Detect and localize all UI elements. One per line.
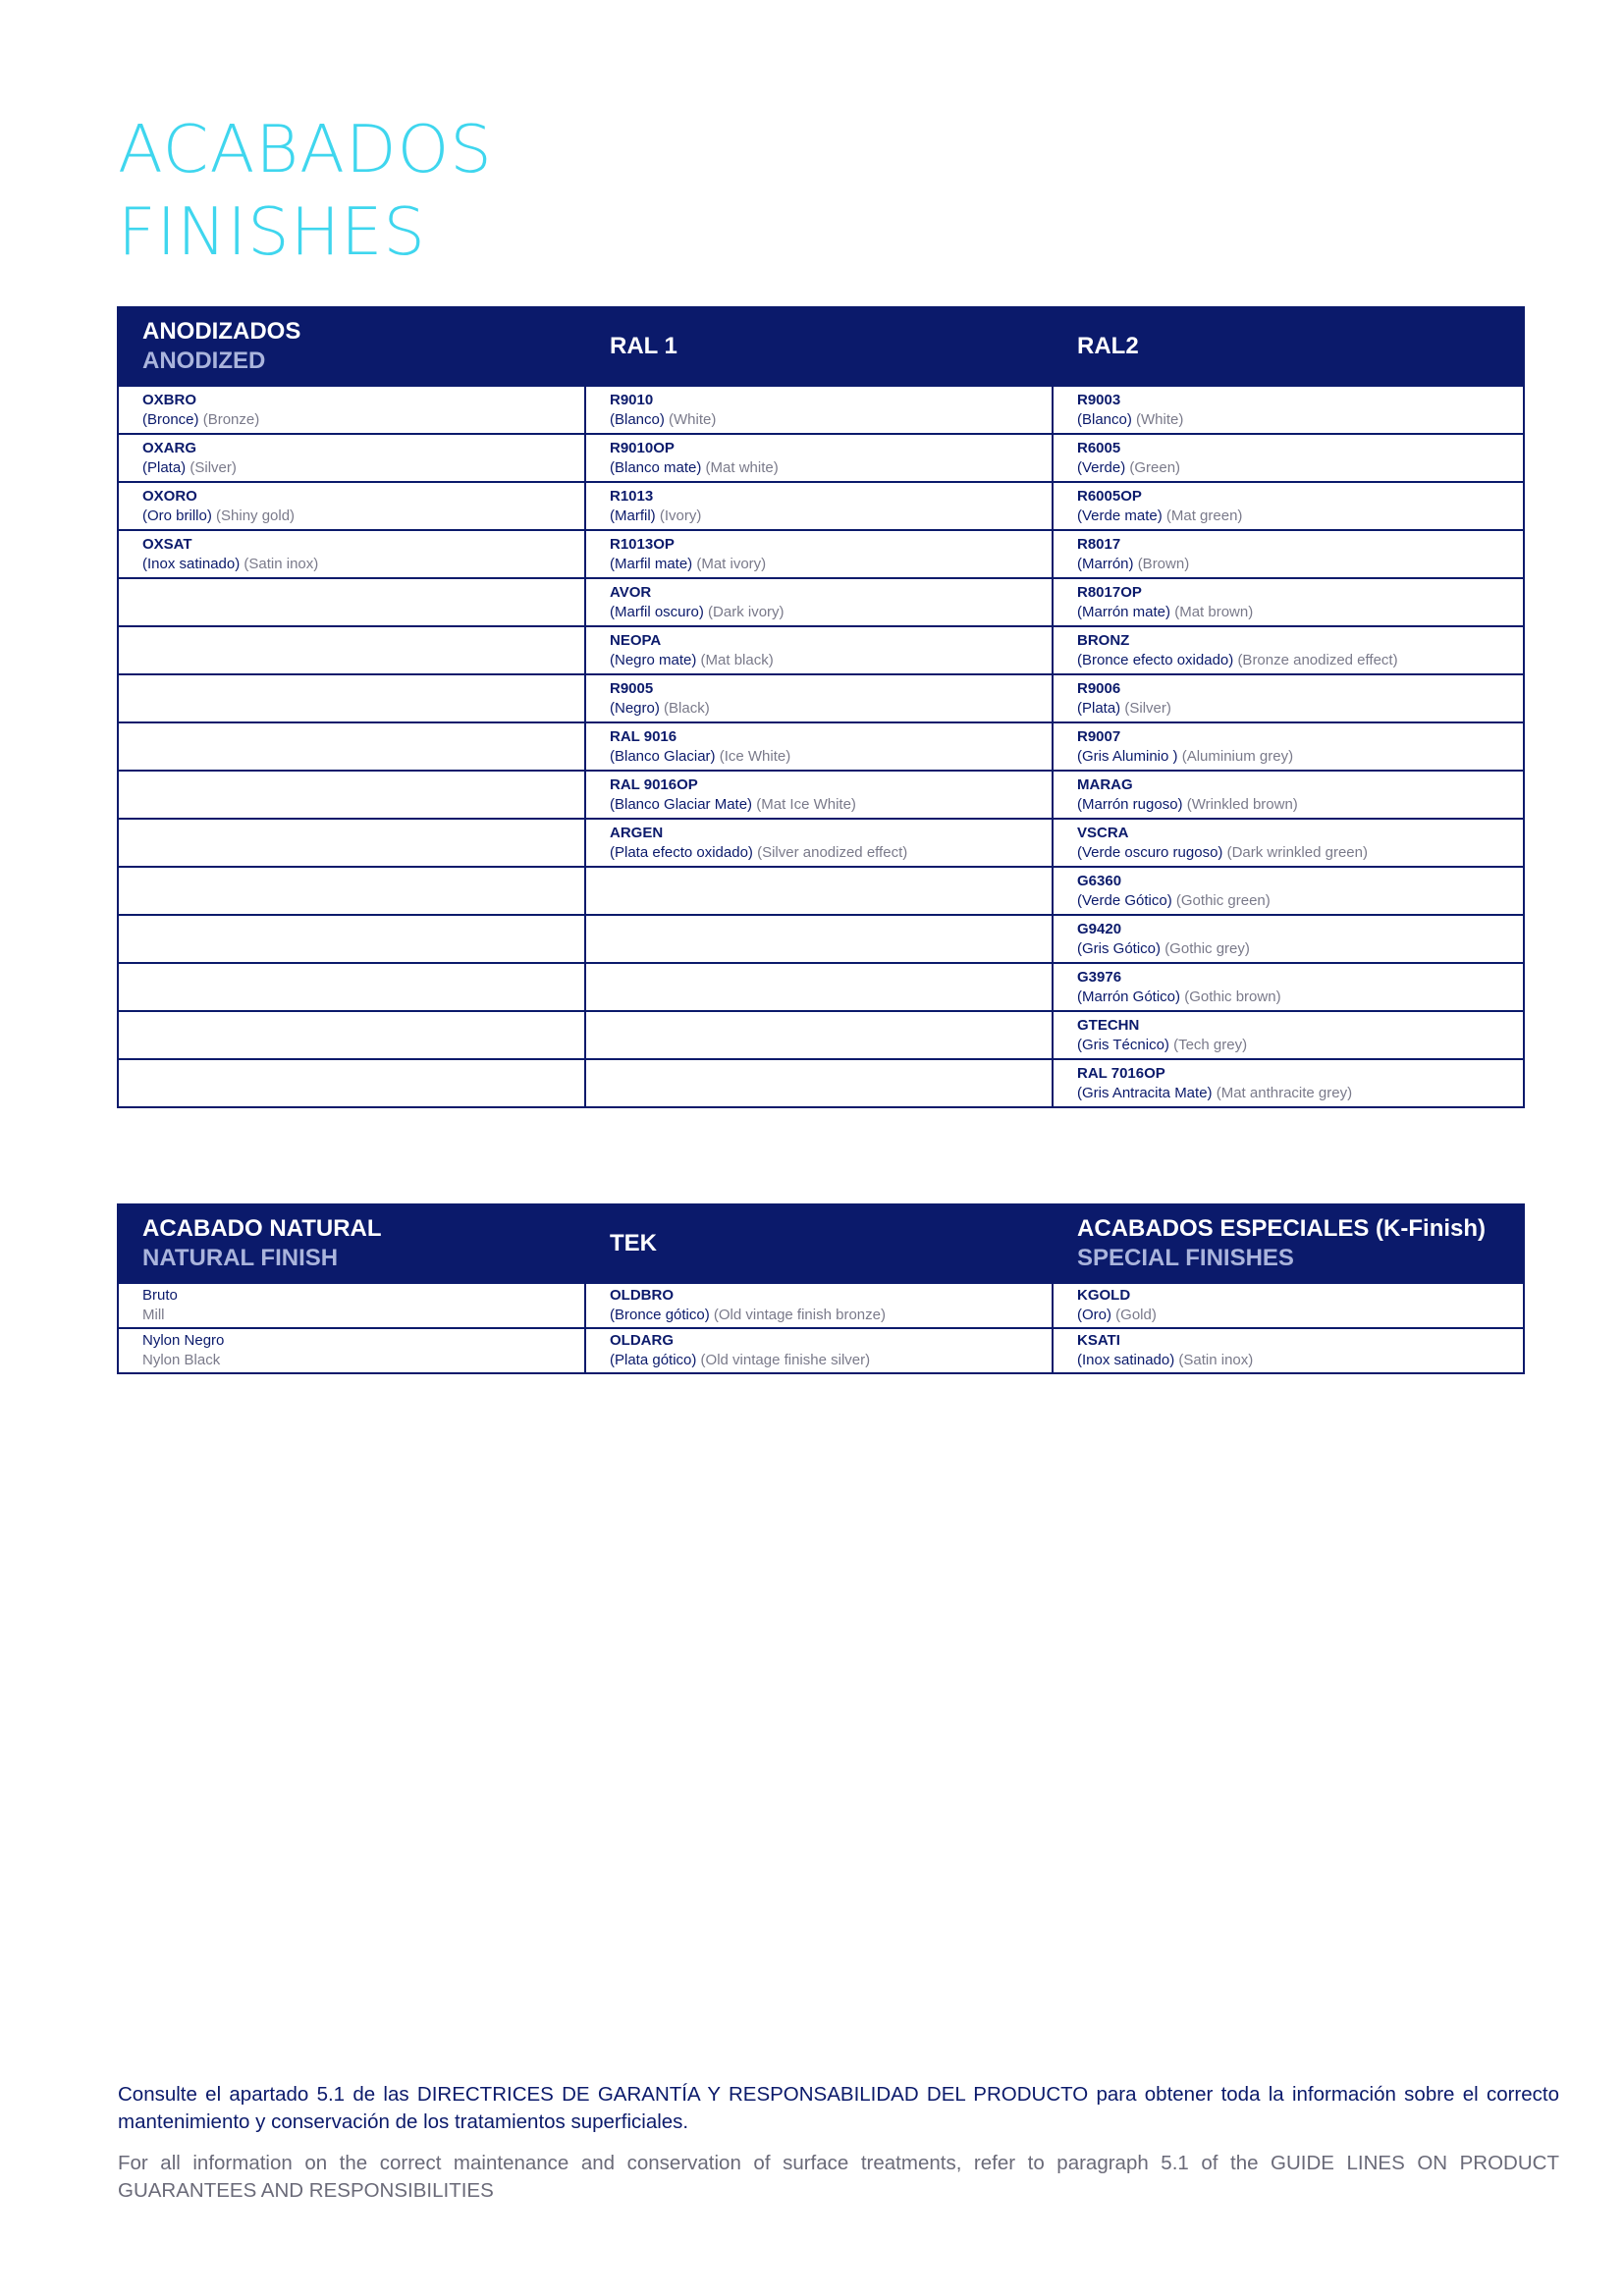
empty-cell bbox=[118, 819, 585, 867]
finishes-table-colors bbox=[117, 306, 1525, 1108]
finish-code: R1013OP bbox=[610, 536, 675, 553]
finish-description: (Bronce efecto oxidado) (Bronze anodized effect) bbox=[1077, 652, 1398, 668]
table-row bbox=[118, 482, 1524, 530]
finish-description: (Oro brillo) (Shiny gold) bbox=[142, 507, 296, 524]
finish-description: (Blanco) (White) bbox=[610, 411, 717, 428]
finish-cell bbox=[1053, 578, 1524, 626]
finish-description: (Marrón Gótico) (Gothic brown) bbox=[1077, 988, 1281, 1005]
finish-description: (Negro mate) (Mat black) bbox=[610, 652, 774, 668]
empty-cell bbox=[118, 722, 585, 771]
table-row bbox=[118, 722, 1524, 771]
header-tek: TEK bbox=[585, 1204, 1053, 1283]
finish-description: (Blanco Glaciar) (Ice White) bbox=[610, 748, 791, 765]
page-title bbox=[118, 108, 493, 273]
finish-code: NEOPA bbox=[610, 632, 662, 649]
finish-description: (Inox satinado) (Satin inox) bbox=[142, 556, 319, 572]
finish-cell bbox=[585, 482, 1053, 530]
finish-description: (Marfil oscuro) (Dark ivory) bbox=[610, 604, 785, 620]
finish-description: (Marrón rugoso) (Wrinkled brown) bbox=[1077, 796, 1298, 813]
finish-cell bbox=[118, 386, 585, 434]
table-header-row bbox=[118, 1204, 1524, 1283]
finish-code: MARAG bbox=[1077, 776, 1133, 793]
finish-description: (Gris Aluminio ) (Aluminium grey) bbox=[1077, 748, 1294, 765]
table-row bbox=[118, 963, 1524, 1011]
finish-cell bbox=[118, 530, 585, 578]
finish-cell bbox=[585, 386, 1053, 434]
title-spanish: ACABADOS bbox=[118, 111, 493, 187]
finish-code: R8017OP bbox=[1077, 584, 1142, 601]
title-english: FINISHES bbox=[118, 193, 426, 270]
natural-finish-cell: Nylon Negro Nylon Black bbox=[118, 1328, 585, 1373]
finish-code: R1013 bbox=[610, 488, 654, 505]
finish-code: R8017 bbox=[1077, 536, 1121, 553]
empty-cell bbox=[118, 626, 585, 674]
finish-code: GTECHN bbox=[1077, 1017, 1140, 1034]
finish-code: R9006 bbox=[1077, 680, 1121, 697]
header-anodized: ANODIZADOS ANODIZED bbox=[118, 307, 585, 386]
finish-description: (Marfil mate) (Mat ivory) bbox=[610, 556, 767, 572]
empty-cell bbox=[118, 1059, 585, 1107]
note-english: For all information on the correct maintenance and conservation of surface treatments, refer to paragraph 5.1 of the GUIDE LINES ON PRODUCT GUARANTEES AND RESPONSIBILITIES bbox=[118, 2152, 1559, 2202]
empty-cell bbox=[118, 1011, 585, 1059]
finish-cell bbox=[1053, 771, 1524, 819]
table-row bbox=[118, 626, 1524, 674]
table-row bbox=[118, 674, 1524, 722]
finish-code: G6360 bbox=[1077, 873, 1122, 889]
empty-cell bbox=[118, 771, 585, 819]
finish-description: (Gris Técnico) (Tech grey) bbox=[1077, 1037, 1248, 1053]
finish-description: (Verde Gótico) (Gothic green) bbox=[1077, 892, 1271, 909]
table-row bbox=[118, 819, 1524, 867]
header-ral2: RAL2 bbox=[1053, 307, 1524, 386]
finish-description: (Marrón mate) (Mat brown) bbox=[1077, 604, 1254, 620]
empty-cell bbox=[118, 915, 585, 963]
finish-code: RAL 9016 bbox=[610, 728, 677, 745]
finish-description: (Plata efecto oxidado) (Silver anodized effect) bbox=[610, 844, 908, 861]
empty-cell bbox=[585, 963, 1053, 1011]
finish-cell bbox=[585, 626, 1053, 674]
finish-cell bbox=[1053, 867, 1524, 915]
finish-code: RAL 7016OP bbox=[1077, 1065, 1165, 1082]
finish-cell: OLDBRO (Bronce gótico) (Old vintage finish bronze) bbox=[585, 1283, 1053, 1328]
table-row bbox=[118, 386, 1524, 434]
table-row bbox=[118, 578, 1524, 626]
finish-cell bbox=[585, 530, 1053, 578]
finish-cell bbox=[118, 482, 585, 530]
finish-cell bbox=[1053, 386, 1524, 434]
finish-description: (Blanco Glaciar Mate) (Mat Ice White) bbox=[610, 796, 856, 813]
finish-cell bbox=[1053, 819, 1524, 867]
table-row bbox=[118, 530, 1524, 578]
finish-code: OXARG bbox=[142, 440, 197, 456]
finish-cell bbox=[585, 674, 1053, 722]
finish-code: RAL 9016OP bbox=[610, 776, 698, 793]
finish-cell bbox=[585, 722, 1053, 771]
finish-cell bbox=[1053, 963, 1524, 1011]
finish-code: AVOR bbox=[610, 584, 652, 601]
empty-cell bbox=[585, 1011, 1053, 1059]
table-row bbox=[118, 915, 1524, 963]
finish-description: (Bronce) (Bronze) bbox=[142, 411, 260, 428]
finish-code: R9007 bbox=[1077, 728, 1121, 745]
finish-description: (Verde mate) (Mat green) bbox=[1077, 507, 1243, 524]
header-ral1: RAL 1 bbox=[585, 307, 1053, 386]
table-row bbox=[118, 1283, 1524, 1328]
natural-finish-cell: Bruto Mill bbox=[118, 1283, 585, 1328]
finishes-table-special bbox=[117, 1203, 1525, 1374]
finish-code: R9010OP bbox=[610, 440, 675, 456]
finish-code: R6005OP bbox=[1077, 488, 1142, 505]
finish-cell bbox=[118, 434, 585, 482]
note-spanish: Consulte el apartado 5.1 de las DIRECTRICES DE GARANTÍA Y RESPONSABILIDAD DEL PRODUCTO para obtener toda la información sobre el correcto mantenimiento y conservación de los tratamientos superficiales. bbox=[118, 2083, 1559, 2133]
empty-cell bbox=[118, 578, 585, 626]
finish-code: G3976 bbox=[1077, 969, 1122, 986]
finish-description: (Plata) (Silver) bbox=[142, 459, 237, 476]
footnotes bbox=[118, 2081, 1559, 2205]
finish-cell bbox=[1053, 1059, 1524, 1107]
table-row bbox=[118, 1011, 1524, 1059]
header-special-finishes: ACABADOS ESPECIALES (K-Finish) SPECIAL FINISHES bbox=[1053, 1204, 1524, 1283]
finish-code: R9003 bbox=[1077, 392, 1121, 408]
finish-cell bbox=[1053, 674, 1524, 722]
header-natural-finish: ACABADO NATURAL NATURAL FINISH bbox=[118, 1204, 585, 1283]
empty-cell bbox=[118, 867, 585, 915]
table-row bbox=[118, 771, 1524, 819]
finish-description: (Blanco) (White) bbox=[1077, 411, 1184, 428]
finish-description: (Gris Antracita Mate) (Mat anthracite grey) bbox=[1077, 1085, 1353, 1101]
empty-cell bbox=[585, 867, 1053, 915]
finish-cell bbox=[585, 434, 1053, 482]
finish-cell bbox=[1053, 626, 1524, 674]
finish-cell bbox=[1053, 722, 1524, 771]
empty-cell bbox=[585, 1059, 1053, 1107]
empty-cell bbox=[118, 674, 585, 722]
finish-description: (Marfil) (Ivory) bbox=[610, 507, 702, 524]
finish-code: R6005 bbox=[1077, 440, 1121, 456]
finish-cell bbox=[1053, 482, 1524, 530]
finish-cell bbox=[1053, 1011, 1524, 1059]
finish-code: OXORO bbox=[142, 488, 197, 505]
finish-cell bbox=[1053, 915, 1524, 963]
finish-code: R9005 bbox=[610, 680, 654, 697]
finish-description: (Negro) (Black) bbox=[610, 700, 710, 717]
finish-cell bbox=[585, 771, 1053, 819]
empty-cell bbox=[118, 963, 585, 1011]
finish-description: (Marrón) (Brown) bbox=[1077, 556, 1190, 572]
table-row bbox=[118, 434, 1524, 482]
table-header-row bbox=[118, 307, 1524, 386]
finish-description: (Gris Gótico) (Gothic grey) bbox=[1077, 940, 1250, 957]
finish-cell: KSATI (Inox satinado) (Satin inox) bbox=[1053, 1328, 1524, 1373]
finish-description: (Verde oscuro rugoso) (Dark wrinkled green) bbox=[1077, 844, 1368, 861]
table-row bbox=[118, 1059, 1524, 1107]
finish-code: BRONZ bbox=[1077, 632, 1130, 649]
finish-code: R9010 bbox=[610, 392, 654, 408]
finish-cell bbox=[585, 578, 1053, 626]
finish-code: G9420 bbox=[1077, 921, 1122, 937]
table-row bbox=[118, 1328, 1524, 1373]
finish-cell bbox=[585, 819, 1053, 867]
finish-cell bbox=[1053, 434, 1524, 482]
finish-code: ARGEN bbox=[610, 825, 664, 841]
finish-code: VSCRA bbox=[1077, 825, 1129, 841]
finish-description: (Verde) (Green) bbox=[1077, 459, 1181, 476]
finish-description: (Plata) (Silver) bbox=[1077, 700, 1171, 717]
finish-code: OXBRO bbox=[142, 392, 197, 408]
finish-code: OXSAT bbox=[142, 536, 192, 553]
finish-cell: KGOLD (Oro) (Gold) bbox=[1053, 1283, 1524, 1328]
finish-cell bbox=[1053, 530, 1524, 578]
finish-cell: OLDARG (Plata gótico) (Old vintage finishe silver) bbox=[585, 1328, 1053, 1373]
empty-cell bbox=[585, 915, 1053, 963]
finish-description: (Blanco mate) (Mat white) bbox=[610, 459, 779, 476]
table-row bbox=[118, 867, 1524, 915]
